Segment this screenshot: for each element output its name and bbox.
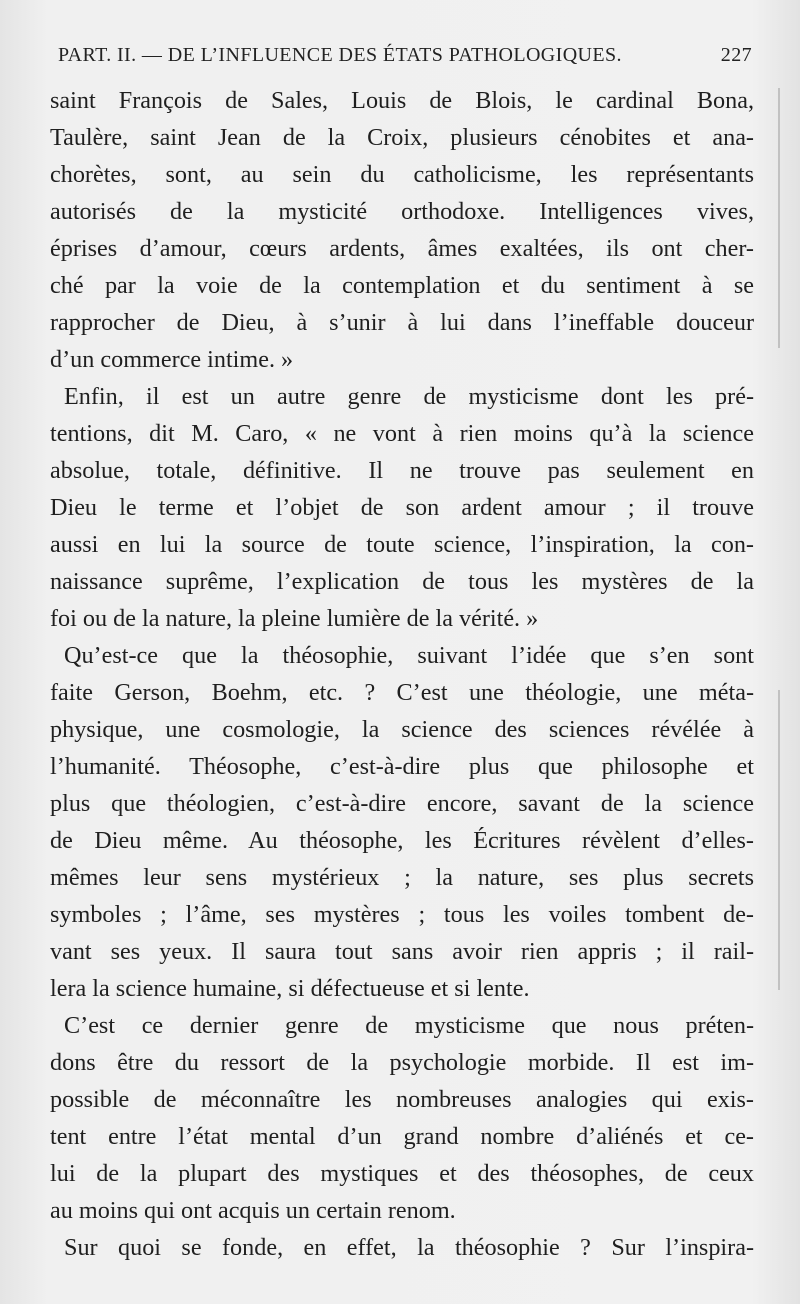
margin-shadow	[778, 690, 780, 990]
text-line: plus que théologien, c’est-à-dire encore, savant de la science	[50, 790, 754, 817]
text-line: ché par la voie de la contemplation et du sentiment à se	[50, 272, 754, 299]
text-line: lera la science humaine, si défectueuse et si lente.	[50, 975, 530, 1002]
text-line: lui de la plupart des mystiques et des théosophes, de ceux	[50, 1160, 754, 1187]
text-line: de Dieu même. Au théosophe, les Écritures révèlent d’elles-	[50, 827, 754, 854]
text-line: aussi en lui la source de toute science, l’inspiration, la con-	[50, 531, 754, 558]
running-title: PART. II. — DE L’INFLUENCE DES ÉTATS PATHOLOGIQUES.	[58, 44, 622, 66]
text-line: Taulère, saint Jean de la Croix, plusieurs cénobites et ana-	[50, 124, 754, 151]
text-line: C’est ce dernier genre de mysticisme que nous préten-	[64, 1012, 754, 1039]
text-line: dons être du ressort de la psychologie morbide. Il est im-	[50, 1049, 754, 1076]
page-number: 227	[720, 44, 752, 66]
text-line: tentions, dit M. Caro, « ne vont à rien moins qu’à la science	[50, 420, 754, 447]
text-line: autorisés de la mysticité orthodoxe. Intelligences vives,	[50, 198, 754, 225]
text-line: éprises d’amour, cœurs ardents, âmes exaltées, ils ont cher-	[50, 235, 754, 262]
text-line: vant ses yeux. Il saura tout sans avoir rien appris ; il rail-	[50, 938, 754, 965]
text-line: physique, une cosmologie, la science des sciences révélée à	[50, 716, 754, 743]
text-line: rapprocher de Dieu, à s’unir à lui dans l’ineffable douceur	[50, 309, 754, 336]
text-line: saint François de Sales, Louis de Blois, le cardinal Bona,	[50, 87, 754, 114]
text-line: symboles ; l’âme, ses mystères ; tous les voiles tombent de-	[50, 901, 754, 928]
text-line: mêmes leur sens mystérieux ; la nature, ses plus secrets	[50, 864, 754, 891]
text-line: chorètes, sont, au sein du catholicisme, les représentants	[50, 161, 754, 188]
text-line: au moins qui ont acquis un certain renom.	[50, 1197, 456, 1224]
text-line: naissance suprême, l’explication de tous les mystères de la	[50, 568, 754, 595]
text-line: possible de méconnaître les nombreuses analogies qui exis-	[50, 1086, 754, 1113]
body-text	[50, 82, 754, 1266]
text-line: Qu’est-ce que la théosophie, suivant l’idée que s’en sont	[64, 642, 754, 669]
text-line: Sur quoi se fonde, en effet, la théosophie ? Sur l’inspira-	[64, 1234, 754, 1261]
text-line: foi ou de la nature, la pleine lumière de la vérité. »	[50, 605, 539, 632]
text-line: l’humanité. Théosophe, c’est-à-dire plus que philosophe et	[50, 753, 754, 780]
text-line: tent entre l’état mental d’un grand nombre d’aliénés et ce-	[50, 1123, 754, 1150]
text-line: Enfin, il est un autre genre de mysticisme dont les pré-	[64, 383, 754, 410]
page-header	[58, 44, 752, 74]
text-line: absolue, totale, définitive. Il ne trouve pas seulement en	[50, 457, 754, 484]
text-line: faite Gerson, Boehm, etc. ? C’est une théologie, une méta-	[50, 679, 754, 706]
text-line: Dieu le terme et l’objet de son ardent amour ; il trouve	[50, 494, 754, 521]
text-line: d’un commerce intime. »	[50, 346, 294, 373]
margin-shadow	[778, 88, 780, 348]
